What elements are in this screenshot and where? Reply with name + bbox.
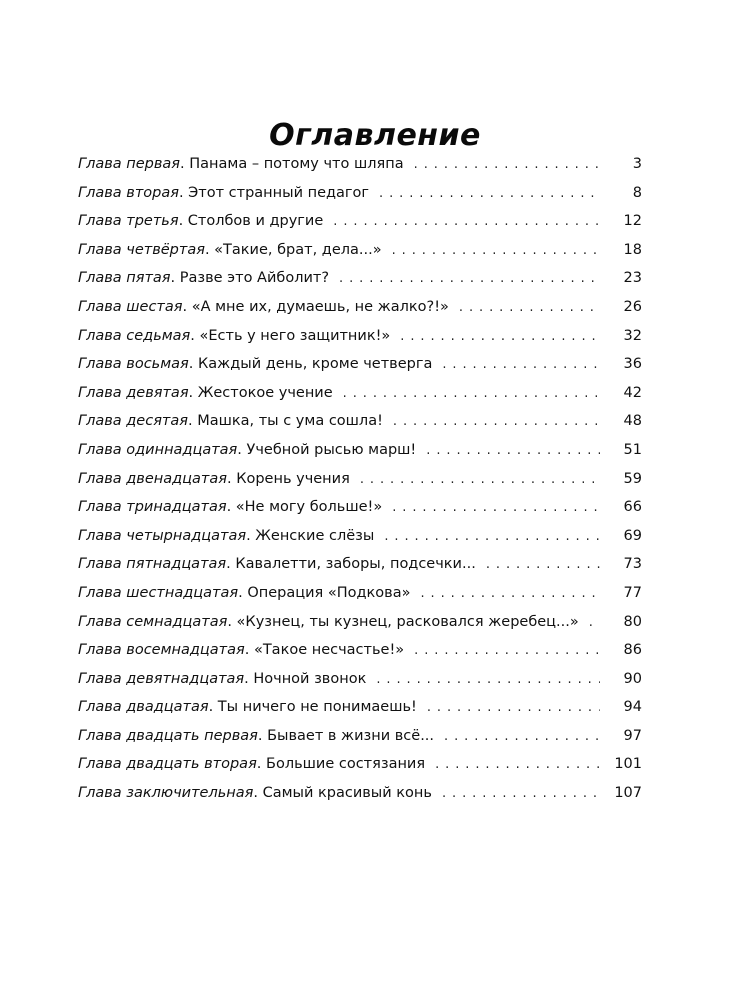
chapter-title: Разве это Айболит? xyxy=(179,270,330,287)
dot-leader xyxy=(343,386,600,401)
chapter-separator: . xyxy=(178,184,189,201)
page-number: 23 xyxy=(623,270,642,287)
page-number: 77 xyxy=(623,584,642,601)
chapter-number: Глава седьмая xyxy=(78,327,191,344)
chapter-title: «А мне их, думаешь, не жалко?!» xyxy=(191,298,449,315)
toc-entry xyxy=(78,156,642,185)
toc-entry xyxy=(78,356,642,385)
toc-entry xyxy=(78,556,642,585)
chapter-number: Глава четвёртая xyxy=(78,241,205,258)
chapter-separator: . xyxy=(188,384,198,401)
chapter-number: Глава пятнадцатая xyxy=(78,556,227,573)
toc-entry xyxy=(78,185,642,214)
dot-leader xyxy=(589,615,600,630)
dot-leader xyxy=(442,357,600,372)
page-title: Оглавление xyxy=(269,118,481,154)
chapter-title: Столбов и другие xyxy=(187,213,324,230)
toc-entry xyxy=(78,528,642,557)
toc-entry xyxy=(78,585,642,614)
dot-leader xyxy=(414,643,600,658)
chapter-title: Корень учения xyxy=(236,470,350,487)
chapter-title: Кавалетти, заборы, подсечки... xyxy=(235,556,476,573)
dot-leader xyxy=(393,414,600,429)
chapter-number: Глава пятая xyxy=(78,270,171,287)
chapter-title: Учебной рысью марш! xyxy=(246,441,417,458)
dot-leader xyxy=(384,529,600,544)
toc-entry xyxy=(78,471,642,500)
toc-entry xyxy=(78,328,642,357)
toc-entry xyxy=(78,671,642,700)
chapter-separator: . xyxy=(226,470,237,487)
chapter-number: Глава двадцатая xyxy=(78,699,209,716)
chapter-title: Операция «Подкова» xyxy=(247,584,411,601)
chapter-number: Глава двенадцатая xyxy=(78,470,227,487)
chapter-separator: . xyxy=(253,785,263,802)
dot-leader xyxy=(376,672,600,687)
chapter-separator: . xyxy=(226,499,236,516)
dot-leader xyxy=(435,757,600,772)
chapter-title: Машка, ты с ума сошла! xyxy=(197,413,383,430)
toc-entry xyxy=(78,614,642,643)
chapter-separator: . xyxy=(237,441,247,458)
chapter-title: «Есть у него защитник!» xyxy=(199,327,391,344)
chapter-separator: . xyxy=(226,556,236,573)
page-number: 12 xyxy=(623,213,642,230)
chapter-separator: . xyxy=(187,413,198,430)
chapter-number: Глава двадцать вторая xyxy=(78,756,257,773)
dot-leader xyxy=(360,472,600,487)
page-number: 107 xyxy=(614,785,642,802)
dot-leader xyxy=(414,157,600,172)
toc-entry xyxy=(78,756,642,785)
page-number: 90 xyxy=(623,670,642,687)
chapter-separator: . xyxy=(257,727,268,744)
page-number: 26 xyxy=(623,298,642,315)
toc-entry xyxy=(78,785,642,814)
page-number: 51 xyxy=(623,441,642,458)
toc-entry xyxy=(78,299,642,328)
chapter-separator: . xyxy=(238,584,248,601)
chapter-separator: . xyxy=(180,156,190,172)
dot-leader xyxy=(339,271,600,286)
chapter-number: Глава девятая xyxy=(78,384,189,401)
page-number: 69 xyxy=(623,527,642,544)
page-number: 8 xyxy=(632,184,642,201)
chapter-title: Панама – потому что шляпа xyxy=(189,156,404,172)
page-number: 80 xyxy=(623,613,642,630)
toc-entry xyxy=(78,413,642,442)
dot-leader xyxy=(420,586,600,601)
toc-entry xyxy=(78,242,642,271)
chapter-title: Ты ничего не понимаешь! xyxy=(217,699,417,716)
chapter-title: Бывает в жизни всё... xyxy=(267,727,435,744)
dot-leader xyxy=(427,700,600,715)
page-number: 48 xyxy=(623,413,642,430)
toc-entry xyxy=(78,699,642,728)
chapter-title: «Кузнец, ты кузнец, расковался жеребец...» xyxy=(236,613,579,630)
chapter-number: Глава восемнадцатая xyxy=(78,642,245,659)
chapter-number: Глава вторая xyxy=(78,184,179,201)
chapter-separator: . xyxy=(170,270,180,287)
page-number: 73 xyxy=(623,556,642,573)
page-number: 59 xyxy=(623,470,642,487)
chapter-number: Глава двадцать первая xyxy=(78,727,258,744)
chapter-separator: . xyxy=(208,699,218,716)
dot-leader xyxy=(392,500,600,515)
chapter-separator: . xyxy=(244,642,254,659)
chapter-title: Самый красивый конь xyxy=(262,785,432,802)
chapter-separator: . xyxy=(182,298,192,315)
toc-entry xyxy=(78,499,642,528)
chapter-separator: . xyxy=(178,213,188,230)
chapter-title: Этот странный педагог xyxy=(188,184,370,201)
chapter-number: Глава четырнадцатая xyxy=(78,527,247,544)
page-number: 94 xyxy=(623,699,642,716)
page-number: 3 xyxy=(632,156,642,172)
dot-leader xyxy=(400,329,600,344)
page-number: 36 xyxy=(623,356,642,373)
dot-leader xyxy=(442,786,600,801)
dot-leader xyxy=(459,300,600,315)
dot-leader xyxy=(379,186,600,201)
chapter-number: Глава третья xyxy=(78,213,179,230)
chapter-number: Глава шестнадцатая xyxy=(78,584,239,601)
chapter-number: Глава одиннадцатая xyxy=(78,441,238,458)
chapter-separator: . xyxy=(188,356,198,373)
dot-leader xyxy=(392,243,600,258)
toc-entry xyxy=(78,213,642,242)
chapter-number: Глава тринадцатая xyxy=(78,499,227,516)
chapter-number: Глава шестая xyxy=(78,298,183,315)
chapter-number: Глава десятая xyxy=(78,413,188,430)
chapter-separator: . xyxy=(204,241,215,258)
chapter-separator: . xyxy=(190,327,200,344)
chapter-separator: . xyxy=(256,756,267,773)
chapter-number: Глава первая xyxy=(78,156,181,172)
dot-leader xyxy=(486,557,600,572)
chapter-number: Глава девятнадцатая xyxy=(78,670,245,687)
chapter-separator: . xyxy=(227,613,237,630)
chapter-title: «Такие, брат, дела...» xyxy=(214,241,382,258)
chapter-title: «Такое несчастье!» xyxy=(253,642,405,659)
page-number: 97 xyxy=(623,727,642,744)
chapter-title: Жестокое учение xyxy=(197,384,333,401)
page-number: 66 xyxy=(623,499,642,516)
page-number: 42 xyxy=(623,384,642,401)
toc-entry xyxy=(78,728,642,757)
toc-entry xyxy=(78,442,642,471)
chapter-separator: . xyxy=(246,527,256,544)
chapter-title: «Не могу больше!» xyxy=(235,499,383,516)
chapter-title: Женские слёзы xyxy=(255,527,375,544)
toc-entry xyxy=(78,385,642,414)
chapter-title: Каждый день, кроме четверга xyxy=(197,356,433,373)
page-number: 86 xyxy=(623,642,642,659)
page-number: 101 xyxy=(614,756,642,773)
dot-leader xyxy=(333,214,600,229)
page-number: 18 xyxy=(623,241,642,258)
toc-entry xyxy=(78,642,642,671)
toc-entry xyxy=(78,270,642,299)
chapter-number: Глава семнадцатая xyxy=(78,613,228,630)
chapter-title: Большие состязания xyxy=(266,756,426,773)
chapter-separator: . xyxy=(244,670,254,687)
table-of-contents xyxy=(78,156,642,814)
dot-leader xyxy=(444,729,600,744)
chapter-number: Глава восьмая xyxy=(78,356,189,373)
chapter-number: Глава заключительная xyxy=(78,785,254,802)
dot-leader xyxy=(426,443,600,458)
page-number: 32 xyxy=(623,327,642,344)
chapter-title: Ночной звонок xyxy=(253,670,367,687)
